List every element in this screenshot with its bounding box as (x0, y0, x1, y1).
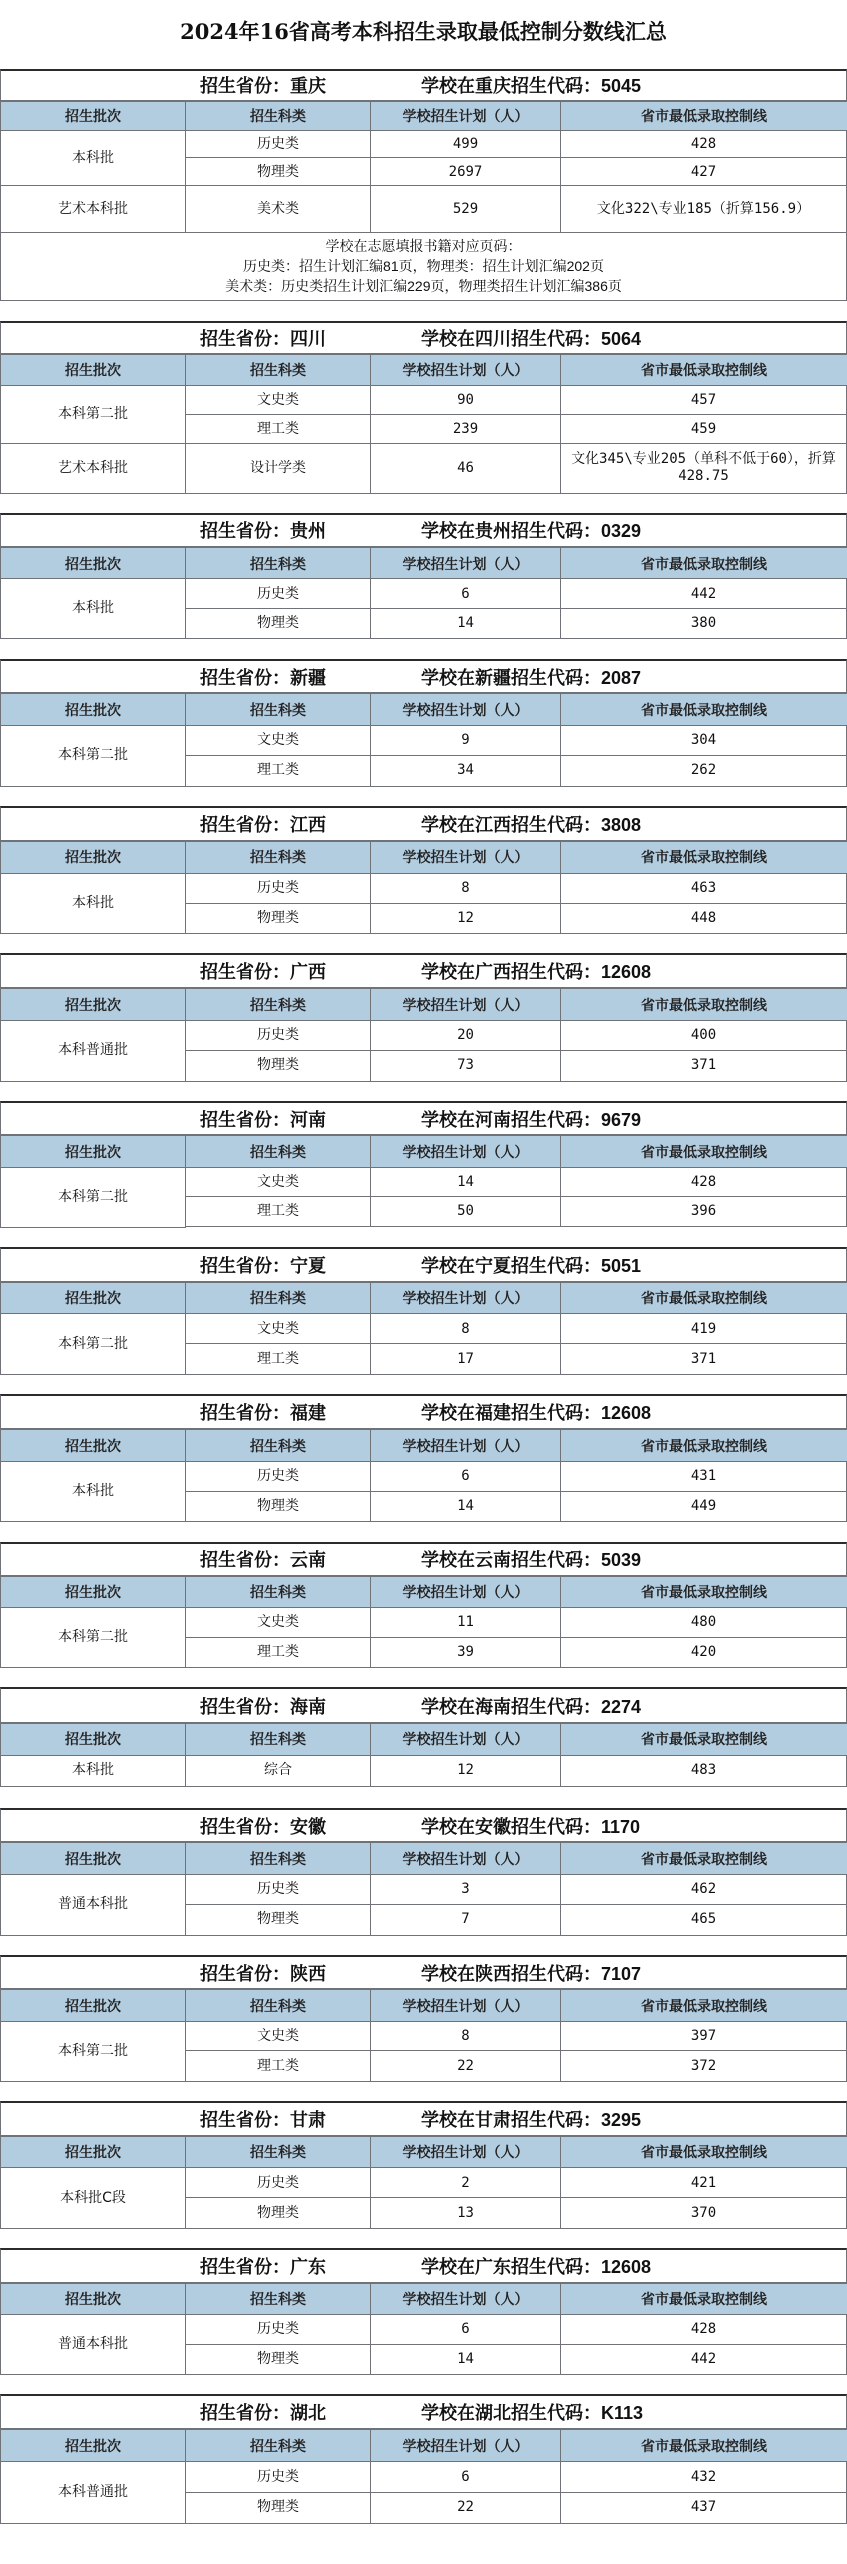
column-header-subject: 招生科类 (185, 1429, 371, 1462)
score-text: 420 (690, 1644, 717, 1661)
column-header-plan: 学校招生计划（人） (370, 354, 561, 386)
column-header-plan: 学校招生计划（人） (370, 1429, 561, 1462)
score-text: 449 (690, 1498, 717, 1515)
score-text: 428 (690, 1173, 717, 1190)
score-cell (560, 1874, 847, 1906)
province-name: 招生省份：湖北 (200, 2403, 326, 2424)
score-cell (560, 1196, 847, 1227)
score-text: 465 (690, 1911, 717, 1928)
province-header (0, 1394, 847, 1429)
school-code: 学校在海南招生代码：2274 (421, 1696, 642, 1717)
column-header-plan: 学校招生计划（人） (370, 841, 561, 874)
score-cell (560, 1491, 847, 1523)
school-code: 学校在江西招生代码：3808 (421, 814, 642, 835)
column-header-batch: 招生批次 (0, 841, 186, 874)
plan-cell: 22 (370, 2492, 561, 2524)
plan-cell: 9 (370, 725, 561, 757)
column-header-subject: 招生科类 (185, 988, 371, 1021)
subject-cell: 历史类 (185, 2314, 371, 2345)
subject-cell: 理工类 (185, 1637, 371, 1668)
score-text: 463 (690, 879, 717, 896)
subject-cell: 物理类 (185, 157, 371, 186)
score-text: 459 (690, 420, 717, 437)
note-line: 历史类：招生计划汇编81页，物理类：招生计划汇编202页 (243, 258, 604, 275)
province-name: 招生省份：福建 (200, 1403, 326, 1424)
score-text: 262 (690, 762, 717, 779)
note-line: 美术类：历史类招生计划汇编229页，物理类招生计划汇编386页 (225, 278, 622, 295)
score-text: 380 (690, 615, 717, 632)
score-cell (560, 1020, 847, 1052)
plan-cell: 6 (370, 2461, 561, 2493)
school-code: 学校在贵州招生代码：0329 (421, 521, 642, 542)
score-text: 442 (690, 585, 717, 602)
subject-cell: 历史类 (185, 1461, 371, 1493)
batch-cell: 本科批 (0, 873, 186, 935)
plan-cell: 14 (370, 608, 561, 639)
subject-cell: 文史类 (185, 1607, 371, 1638)
score-cell (560, 755, 847, 787)
column-header-batch: 招生批次 (0, 2283, 186, 2316)
province-header (0, 806, 847, 841)
province-header (0, 659, 847, 694)
plan-cell: 8 (370, 873, 561, 905)
province-header (0, 1955, 847, 1989)
column-header-plan: 学校招生计划（人） (370, 1576, 561, 1609)
column-header-plan: 学校招生计划（人） (370, 988, 561, 1021)
plan-cell: 6 (370, 1461, 561, 1493)
score-cell (560, 1313, 847, 1345)
subject-cell: 物理类 (185, 2344, 371, 2375)
score-cell (560, 2461, 847, 2493)
column-header-batch: 招生批次 (0, 2429, 186, 2463)
column-header-plan: 学校招生计划（人） (370, 1989, 561, 2022)
document-title: 2024年16省高考本科招生录取最低控制分数线汇总 (180, 19, 667, 44)
column-header-batch: 招生批次 (0, 1576, 186, 1609)
plan-cell: 3 (370, 1874, 561, 1906)
column-header-plan: 学校招生计划（人） (370, 547, 561, 580)
plan-cell: 14 (370, 1491, 561, 1523)
plan-cell: 2697 (370, 157, 561, 186)
score-cell (560, 1343, 847, 1375)
score-cell (560, 2197, 847, 2229)
subject-cell: 设计学类 (185, 443, 371, 494)
subject-cell: 历史类 (185, 2167, 371, 2199)
column-header-subject: 招生科类 (185, 2283, 371, 2316)
score-text: 370 (690, 2204, 717, 2221)
plan-cell: 50 (370, 1196, 561, 1227)
column-header-batch: 招生批次 (0, 1429, 186, 1462)
column-header-score: 省市最低录取控制线 (560, 2429, 847, 2463)
province-name: 招生省份：河南 (200, 1109, 326, 1130)
column-header-score: 省市最低录取控制线 (560, 1429, 847, 1462)
score-text: 462 (690, 1881, 717, 1898)
subject-cell: 历史类 (185, 2461, 371, 2493)
score-text: 400 (690, 1027, 717, 1044)
score-cell (560, 1607, 847, 1638)
plan-cell: 8 (370, 2021, 561, 2052)
plan-cell: 239 (370, 414, 561, 445)
column-header-score: 省市最低录取控制线 (560, 1135, 847, 1168)
score-cell (560, 873, 847, 905)
subject-cell: 物理类 (185, 903, 371, 935)
score-text: 431 (690, 1467, 717, 1484)
column-header-subject: 招生科类 (185, 841, 371, 874)
score-cell (560, 1755, 847, 1787)
batch-cell: 本科第二批 (0, 1313, 186, 1375)
batch-cell: 本科批C段 (0, 2167, 186, 2229)
school-code: 学校在安徽招生代码：1170 (421, 1816, 641, 1837)
column-header-batch: 招生批次 (0, 988, 186, 1021)
batch-cell: 本科普通批 (0, 2461, 186, 2523)
column-header-score: 省市最低录取控制线 (560, 1842, 847, 1875)
batch-cell: 本科批 (0, 578, 186, 639)
plan-cell: 6 (370, 2314, 561, 2345)
score-cell (560, 443, 847, 494)
province-header (0, 953, 847, 988)
plan-cell: 90 (370, 385, 561, 416)
province-name: 招生省份：甘肃 (200, 2109, 326, 2130)
score-text: 372 (690, 2057, 717, 2074)
school-code: 学校在陕西招生代码：7107 (421, 1963, 642, 1984)
school-code: 学校在甘肃招生代码：3295 (421, 2109, 642, 2130)
column-header-score: 省市最低录取控制线 (560, 1989, 847, 2022)
province-header (0, 1687, 847, 1722)
subject-cell: 物理类 (185, 1491, 371, 1523)
column-header-batch: 招生批次 (0, 101, 186, 131)
plan-cell: 39 (370, 1637, 561, 1668)
score-cell (560, 1050, 847, 1082)
province-header (0, 1808, 847, 1843)
subject-cell: 文史类 (185, 1167, 371, 1198)
column-header-plan: 学校招生计划（人） (370, 1135, 561, 1168)
score-cell (560, 608, 847, 639)
batch-cell: 本科批 (0, 130, 186, 187)
batch-cell: 本科批 (0, 1461, 186, 1523)
column-header-score: 省市最低录取控制线 (560, 693, 847, 726)
column-header-subject: 招生科类 (185, 1135, 371, 1168)
plan-cell: 7 (370, 1904, 561, 1936)
plan-cell: 13 (370, 2197, 561, 2229)
score-cell (560, 2021, 847, 2052)
score-text: 文化345\专业205（单科不低于60），折算428.75 (571, 451, 836, 485)
plan-cell: 34 (370, 755, 561, 787)
page-reference-note (0, 232, 847, 302)
column-header-batch: 招生批次 (0, 354, 186, 386)
column-header-subject: 招生科类 (185, 1842, 371, 1875)
column-header-batch: 招生批次 (0, 1135, 186, 1168)
subject-cell: 理工类 (185, 755, 371, 787)
province-name: 招生省份：海南 (200, 1696, 326, 1717)
column-header-batch: 招生批次 (0, 693, 186, 726)
plan-cell: 11 (370, 1607, 561, 1638)
province-header (0, 1101, 847, 1135)
province-header (0, 2394, 847, 2429)
score-cell (560, 185, 847, 233)
province-header (0, 321, 847, 355)
column-header-subject: 招生科类 (185, 547, 371, 580)
batch-cell: 普通本科批 (0, 1874, 186, 1936)
column-header-plan: 学校招生计划（人） (370, 2429, 561, 2463)
column-header-plan: 学校招生计划（人） (370, 2136, 561, 2169)
batch-cell: 本科普通批 (0, 1020, 186, 1082)
column-header-score: 省市最低录取控制线 (560, 841, 847, 874)
batch-cell: 本科第二批 (0, 385, 186, 445)
school-code: 学校在河南招生代码：9679 (421, 1109, 642, 1130)
plan-cell: 12 (370, 1755, 561, 1787)
score-text: 428 (690, 135, 717, 152)
province-header (0, 513, 847, 547)
province-name: 招生省份：宁夏 (200, 1255, 326, 1276)
batch-cell: 本科第二批 (0, 725, 186, 787)
province-name: 招生省份：新疆 (200, 667, 326, 688)
plan-cell: 14 (370, 2344, 561, 2375)
column-header-score: 省市最低录取控制线 (560, 547, 847, 580)
school-code: 学校在福建招生代码：12608 (421, 1403, 652, 1424)
column-header-subject: 招生科类 (185, 1723, 371, 1757)
column-header-plan: 学校招生计划（人） (370, 2283, 561, 2316)
batch-cell: 普通本科批 (0, 2314, 186, 2375)
subject-cell: 物理类 (185, 1050, 371, 1082)
score-cell (560, 2314, 847, 2345)
subject-cell: 物理类 (185, 608, 371, 639)
school-code: 学校在新疆招生代码：2087 (421, 667, 642, 688)
score-text: 371 (690, 1057, 717, 1074)
province-name: 招生省份：贵州 (200, 521, 326, 542)
score-cell (560, 1461, 847, 1493)
plan-cell: 8 (370, 1313, 561, 1345)
score-text: 448 (690, 909, 717, 926)
plan-cell: 46 (370, 443, 561, 494)
score-cell (560, 2492, 847, 2524)
score-cell (560, 1904, 847, 1936)
score-text: 文化322\专业185（折算156.9） (596, 200, 811, 217)
subject-cell: 文史类 (185, 725, 371, 757)
province-name: 招生省份：重庆 (200, 76, 326, 97)
plan-cell: 20 (370, 1020, 561, 1052)
column-header-batch: 招生批次 (0, 547, 186, 580)
subject-cell: 理工类 (185, 1343, 371, 1375)
plan-cell: 529 (370, 185, 561, 233)
score-text: 480 (690, 1614, 717, 1631)
score-cell (560, 903, 847, 935)
subject-cell: 历史类 (185, 1874, 371, 1906)
subject-cell: 美术类 (185, 185, 371, 233)
column-header-subject: 招生科类 (185, 101, 371, 131)
column-header-score: 省市最低录取控制线 (560, 2136, 847, 2169)
column-header-batch: 招生批次 (0, 1842, 186, 1875)
score-cell (560, 157, 847, 186)
batch-cell: 艺术本科批 (0, 185, 186, 233)
column-header-batch: 招生批次 (0, 1723, 186, 1757)
subject-cell: 理工类 (185, 2050, 371, 2081)
subject-cell: 历史类 (185, 578, 371, 609)
subject-cell: 理工类 (185, 1196, 371, 1227)
column-header-subject: 招生科类 (185, 2429, 371, 2463)
column-header-subject: 招生科类 (185, 1576, 371, 1609)
column-header-plan: 学校招生计划（人） (370, 1282, 561, 1315)
score-text: 397 (690, 2027, 717, 2044)
column-header-score: 省市最低录取控制线 (560, 2283, 847, 2316)
batch-cell: 本科第二批 (0, 1167, 186, 1228)
column-header-batch: 招生批次 (0, 2136, 186, 2169)
score-cell (560, 414, 847, 445)
column-header-score: 省市最低录取控制线 (560, 354, 847, 386)
plan-cell: 6 (370, 578, 561, 609)
score-text: 396 (690, 1203, 717, 1220)
column-header-score: 省市最低录取控制线 (560, 988, 847, 1021)
province-name: 招生省份：江西 (200, 814, 326, 835)
subject-cell: 历史类 (185, 873, 371, 905)
column-header-plan: 学校招生计划（人） (370, 693, 561, 726)
plan-cell: 2 (370, 2167, 561, 2199)
subject-cell: 理工类 (185, 414, 371, 445)
column-header-subject: 招生科类 (185, 354, 371, 386)
score-text: 371 (690, 1350, 717, 1367)
column-header-score: 省市最低录取控制线 (560, 1723, 847, 1757)
score-cell (560, 1167, 847, 1198)
subject-cell: 历史类 (185, 1020, 371, 1052)
score-cell (560, 2344, 847, 2375)
score-cell (560, 2167, 847, 2199)
score-cell (560, 385, 847, 416)
province-header (0, 2248, 847, 2282)
score-text: 428 (690, 2321, 717, 2338)
subject-cell: 物理类 (185, 1904, 371, 1936)
score-cell (560, 578, 847, 609)
province-header (0, 2101, 847, 2136)
column-header-score: 省市最低录取控制线 (560, 1576, 847, 1609)
score-text: 432 (690, 2468, 717, 2485)
column-header-subject: 招生科类 (185, 1282, 371, 1315)
province-name: 招生省份：广西 (200, 962, 326, 983)
score-text: 419 (690, 1320, 717, 1337)
batch-cell: 本科第二批 (0, 2021, 186, 2082)
column-header-plan: 学校招生计划（人） (370, 1723, 561, 1757)
batch-cell: 本科批 (0, 1755, 186, 1787)
column-header-subject: 招生科类 (185, 2136, 371, 2169)
subject-cell: 综合 (185, 1755, 371, 1787)
plan-cell: 499 (370, 130, 561, 159)
column-header-batch: 招生批次 (0, 1282, 186, 1315)
subject-cell: 历史类 (185, 130, 371, 159)
province-name: 招生省份：四川 (200, 328, 326, 349)
batch-cell: 艺术本科批 (0, 443, 186, 494)
school-code: 学校在广西招生代码：12608 (421, 962, 652, 983)
column-header-plan: 学校招生计划（人） (370, 1842, 561, 1875)
batch-cell: 本科第二批 (0, 1607, 186, 1668)
score-text: 304 (690, 732, 717, 749)
score-text: 442 (690, 2350, 717, 2367)
school-code: 学校在重庆招生代码：5045 (421, 76, 642, 97)
score-text: 421 (690, 2174, 717, 2191)
column-header-subject: 招生科类 (185, 1989, 371, 2022)
province-name: 招生省份：安徽 (200, 1816, 326, 1837)
plan-cell: 17 (370, 1343, 561, 1375)
column-header-plan: 学校招生计划（人） (370, 101, 561, 131)
subject-cell: 文史类 (185, 385, 371, 416)
school-code: 学校在四川招生代码：5064 (421, 328, 642, 349)
plan-cell: 22 (370, 2050, 561, 2081)
column-header-score: 省市最低录取控制线 (560, 101, 847, 131)
plan-cell: 12 (370, 903, 561, 935)
column-header-score: 省市最低录取控制线 (560, 1282, 847, 1315)
school-code: 学校在宁夏招生代码：5051 (421, 1255, 642, 1276)
plan-cell: 14 (370, 1167, 561, 1198)
plan-cell: 73 (370, 1050, 561, 1082)
province-name: 招生省份：广东 (200, 2256, 326, 2277)
school-code: 学校在湖北招生代码：K113 (421, 2403, 644, 2424)
score-text: 457 (690, 391, 717, 408)
province-header (0, 69, 847, 101)
school-code: 学校在广东招生代码：12608 (421, 2256, 652, 2277)
subject-cell: 文史类 (185, 2021, 371, 2052)
score-text: 437 (690, 2499, 717, 2516)
score-text: 427 (690, 163, 717, 180)
school-code: 学校在云南招生代码：5039 (421, 1550, 642, 1571)
subject-cell: 物理类 (185, 2197, 371, 2229)
score-text: 483 (690, 1762, 717, 1779)
province-name: 招生省份：云南 (200, 1550, 326, 1571)
column-header-batch: 招生批次 (0, 1989, 186, 2022)
subject-cell: 文史类 (185, 1313, 371, 1345)
score-cell (560, 2050, 847, 2081)
note-line: 学校在志愿填报书籍对应页码： (325, 238, 522, 255)
province-header (0, 1247, 847, 1282)
score-cell (560, 130, 847, 159)
subject-cell: 物理类 (185, 2492, 371, 2524)
province-name: 招生省份：陕西 (200, 1963, 326, 1984)
column-header-subject: 招生科类 (185, 693, 371, 726)
score-cell (560, 1637, 847, 1668)
score-cell (560, 725, 847, 757)
province-header (0, 1542, 847, 1576)
